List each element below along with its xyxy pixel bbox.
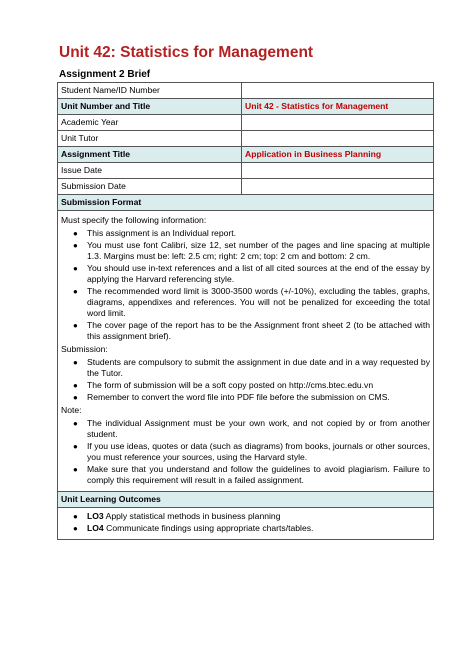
info-rows	[58, 83, 434, 540]
bullet-item	[61, 228, 430, 239]
info-row-unit	[58, 99, 434, 115]
bullet-text: Remember to convert the word file into PDF file before the submission on CMS.	[87, 392, 390, 402]
bullet-text: The individual Assignment must be your own work, and not copied by or from another student.	[87, 418, 430, 439]
info-row-assignment-title	[58, 147, 434, 163]
bullet-item	[61, 418, 430, 440]
bullet-item	[61, 357, 430, 379]
learning-outcome-text: Communicate findings using appropriate charts/tables.	[103, 523, 314, 533]
note-bullet-list	[61, 418, 430, 486]
submission-format-row	[58, 211, 434, 492]
document-title: Unit 42: Statistics for Management	[59, 44, 314, 61]
bullet-item	[61, 380, 430, 391]
info-row-issue-date	[58, 163, 434, 179]
info-row-submission-date	[58, 179, 434, 195]
bullet-item	[61, 392, 430, 403]
learning-outcome-item	[61, 523, 430, 534]
bullet-item	[61, 441, 430, 463]
info-label: Issue Date	[58, 163, 242, 179]
bullet-icon: ●	[73, 381, 78, 390]
bullet-item	[61, 240, 430, 262]
info-value	[242, 83, 434, 99]
info-row-tutor	[58, 131, 434, 147]
bullet-icon: ●	[73, 393, 78, 402]
learning-outcomes-header-row	[58, 492, 434, 508]
learning-outcomes-header: Unit Learning Outcomes	[58, 492, 434, 508]
note-label: Note:	[61, 405, 82, 415]
bullet-icon: ●	[73, 287, 78, 296]
assignment-brief-table	[57, 82, 434, 540]
info-value: Unit 42 - Statistics for Management	[242, 99, 434, 115]
info-value	[242, 163, 434, 179]
bullet-text: You should use in-text references and a list of all cited sources at the end of the essay by applying the Harvard referencing style.	[87, 263, 430, 284]
learning-outcomes-row	[58, 508, 434, 540]
intro-text: Must specify the following information:	[61, 215, 207, 225]
bullet-text: You must use font Calibri, size 12, set number of the pages and line spacing at multiple 1.3. Margins must be: left: 2.5 cm; right: 2 cm; top: 2 cm and bottom: 2 cm.	[87, 240, 430, 261]
format-bullet-list	[61, 228, 430, 342]
learning-outcome-text: Apply statistical methods in business planning	[103, 511, 281, 521]
info-value	[242, 179, 434, 195]
learning-outcome-code: LO3	[87, 511, 104, 521]
bullet-icon: ●	[73, 465, 78, 474]
info-row-student	[58, 83, 434, 99]
learning-outcomes-content	[58, 508, 434, 540]
bullet-icon: ●	[73, 264, 78, 273]
info-label: Academic Year	[58, 115, 242, 131]
info-label: Assignment Title	[58, 147, 242, 163]
learning-outcome-code: LO4	[87, 523, 104, 533]
bullet-icon: ●	[73, 512, 78, 521]
info-value: Application in Business Planning	[242, 147, 434, 163]
submission-bullet-list	[61, 357, 430, 403]
bullet-item	[61, 263, 430, 285]
bullet-icon: ●	[73, 358, 78, 367]
info-label: Unit Number and Title	[58, 99, 242, 115]
info-label: Student Name/ID Number	[58, 83, 242, 99]
document-subtitle: Assignment 2 Brief	[59, 69, 151, 80]
bullet-text: The recommended word limit is 3000-3500 words (+/-10%), excluding the tables, graphs, diagrams, appendixes and references. You will not be penalized for exceeding the total word limit.	[87, 286, 430, 318]
info-row-academic-year	[58, 115, 434, 131]
bullet-text: The cover page of the report has to be the Assignment front sheet 2 (to be attached with this assignment brief).	[87, 320, 430, 341]
bullet-item	[61, 320, 430, 342]
submission-format-header-row	[58, 195, 434, 211]
info-label: Submission Date	[58, 179, 242, 195]
bullet-icon: ●	[73, 442, 78, 451]
learning-outcome-list	[61, 511, 430, 534]
learning-outcome-item	[61, 511, 430, 522]
bullet-text: The form of submission will be a soft copy posted on http://cms.btec.edu.vn	[87, 380, 374, 390]
bullet-text: Students are compulsory to submit the assignment in due date and in a way requested by the Tutor.	[87, 357, 430, 378]
bullet-text: This assignment is an Individual report.	[87, 228, 237, 238]
bullet-text: If you use ideas, quotes or data (such as diagrams) from books, journals or other sources, you must reference your sources, using the Harvard style.	[87, 441, 430, 462]
bullet-item	[61, 464, 430, 486]
bullet-icon: ●	[73, 419, 78, 428]
bullet-item	[61, 286, 430, 319]
info-label: Unit Tutor	[58, 131, 242, 147]
info-value	[242, 115, 434, 131]
bullet-icon: ●	[73, 229, 78, 238]
info-value	[242, 131, 434, 147]
submission-label: Submission:	[61, 344, 108, 354]
bullet-icon: ●	[73, 524, 78, 533]
bullet-text: Make sure that you understand and follow the guidelines to avoid plagiarism. Failure to comply this requirement will result in a failed assignment.	[87, 464, 430, 485]
bullet-icon: ●	[73, 321, 78, 330]
submission-format-header: Submission Format	[58, 195, 434, 211]
bullet-icon: ●	[73, 241, 78, 250]
submission-format-content	[58, 211, 434, 492]
